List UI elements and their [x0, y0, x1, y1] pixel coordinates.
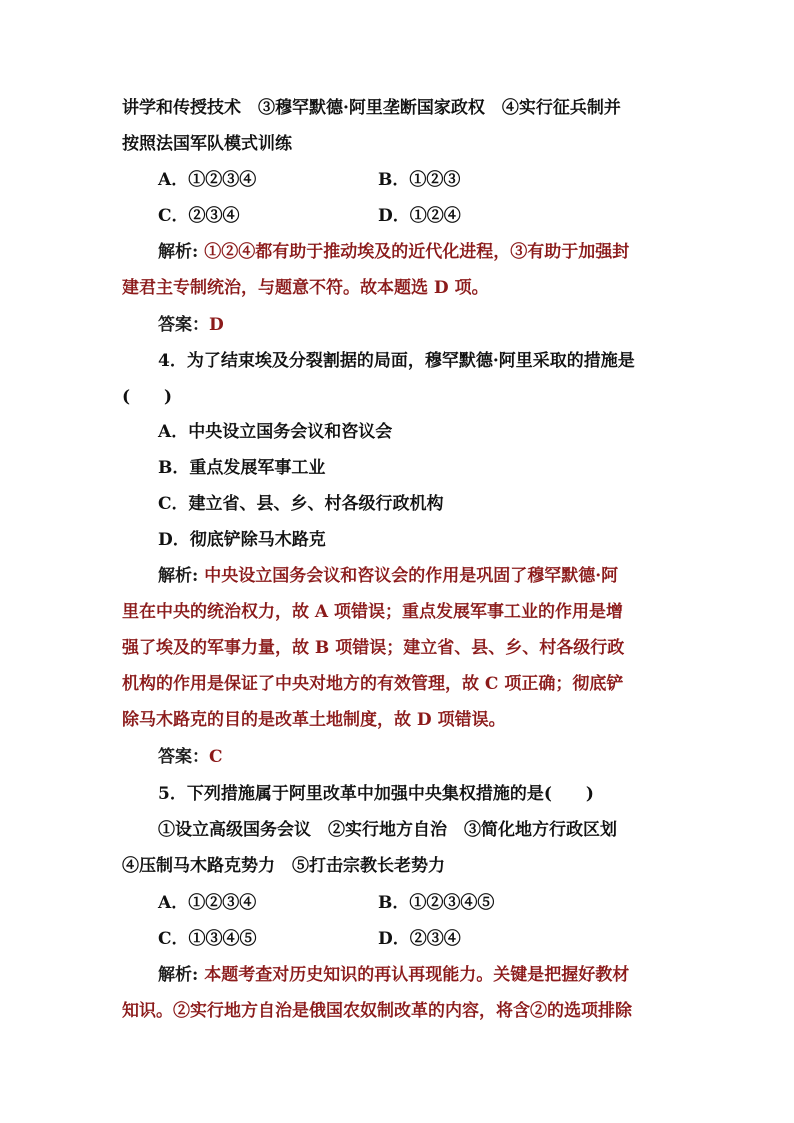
- q4-stem: 4．为了结束埃及分裂割据的局面，穆罕默德·阿里采取的措施是: [158, 351, 635, 371]
- q3-option-c: C．②③④: [158, 206, 240, 226]
- q3-option-a: A．①②③④: [158, 170, 257, 190]
- q4-analysis-text: 里在中央的统治权力，故 A 项错误；重点发展军事工业的作用是增: [122, 602, 624, 622]
- q5-items: ①设立高级国务会议 ②实行地方自治 ③简化地方行政区划: [158, 820, 617, 840]
- q5-analysis-text: 知识。②实行地方自治是俄国农奴制改革的内容，将含②的选项排除: [122, 1001, 632, 1021]
- q5-stem: 5．下列措施属于阿里改革中加强中央集权措施的是( ): [158, 784, 594, 804]
- analysis-text: 中央设立国务会议和咨议会的作用是巩固了穆罕默德·阿: [198, 566, 619, 586]
- q4-option-a: A．中央设立国务会议和咨议会: [158, 422, 393, 442]
- q3-analysis-text: 建君主专制统治，与题意不符。故本题选 D 项。: [122, 278, 489, 298]
- answer-label: 答案：: [158, 747, 209, 767]
- q3-answer: [158, 314, 718, 336]
- analysis-text: ①②④都有助于推动埃及的近代化进程，③有助于加强封: [198, 242, 630, 262]
- q3-statement-continuation: 按照法国军队模式训练: [122, 134, 292, 154]
- analysis-label: 解析:: [158, 566, 199, 586]
- q5-option-b: B．①②③④⑤: [378, 893, 495, 913]
- q3-option-b: B．①②③: [378, 170, 461, 190]
- q5-option-d: D．②③④: [378, 929, 461, 949]
- analysis-text: 本题考查对历史知识的再认再现能力。关键是把握好教材: [198, 965, 630, 985]
- q4-option-b: B．重点发展军事工业: [158, 458, 326, 478]
- answer-label: 答案：: [158, 315, 209, 335]
- q3-statement-continuation: 讲学和传授技术 ③穆罕默德·阿里垄断国家政权 ④实行征兵制并: [122, 98, 621, 118]
- analysis-label: 解析:: [158, 965, 199, 985]
- answer-value: D: [209, 315, 224, 335]
- q3-options-row: [158, 169, 718, 191]
- q5-analysis: [158, 964, 718, 986]
- q4-analysis-text: 除马木路克的目的是改革土地制度，故 D 项错误。: [122, 710, 506, 730]
- q4-analysis: [158, 565, 718, 587]
- q5-options-row: [158, 892, 718, 914]
- q5-option-c: C．①③④⑤: [158, 929, 257, 949]
- q4-analysis-text: 机构的作用是保证了中央对地方的有效管理，故 C 项正确；彻底铲: [122, 674, 624, 694]
- analysis-label: 解析:: [158, 242, 199, 262]
- q5-option-a: A．①②③④: [158, 893, 257, 913]
- q3-analysis: [158, 241, 718, 263]
- q4-analysis-text: 强了埃及的军事力量，故 B 项错误；建立省、县、乡、村各级行政: [122, 638, 625, 658]
- q3-option-d: D．①②④: [378, 206, 461, 226]
- q4-option-d: D．彻底铲除马木路克: [158, 530, 326, 550]
- answer-value: C: [209, 747, 223, 767]
- q4-answer: [158, 746, 718, 768]
- q4-stem-blank: ( ): [122, 387, 173, 407]
- q5-items: ④压制马木路克势力 ⑤打击宗教长老势力: [122, 856, 445, 876]
- q5-options-row: [158, 928, 718, 950]
- q3-options-row: [158, 205, 718, 227]
- q4-option-c: C．建立省、县、乡、村各级行政机构: [158, 494, 444, 514]
